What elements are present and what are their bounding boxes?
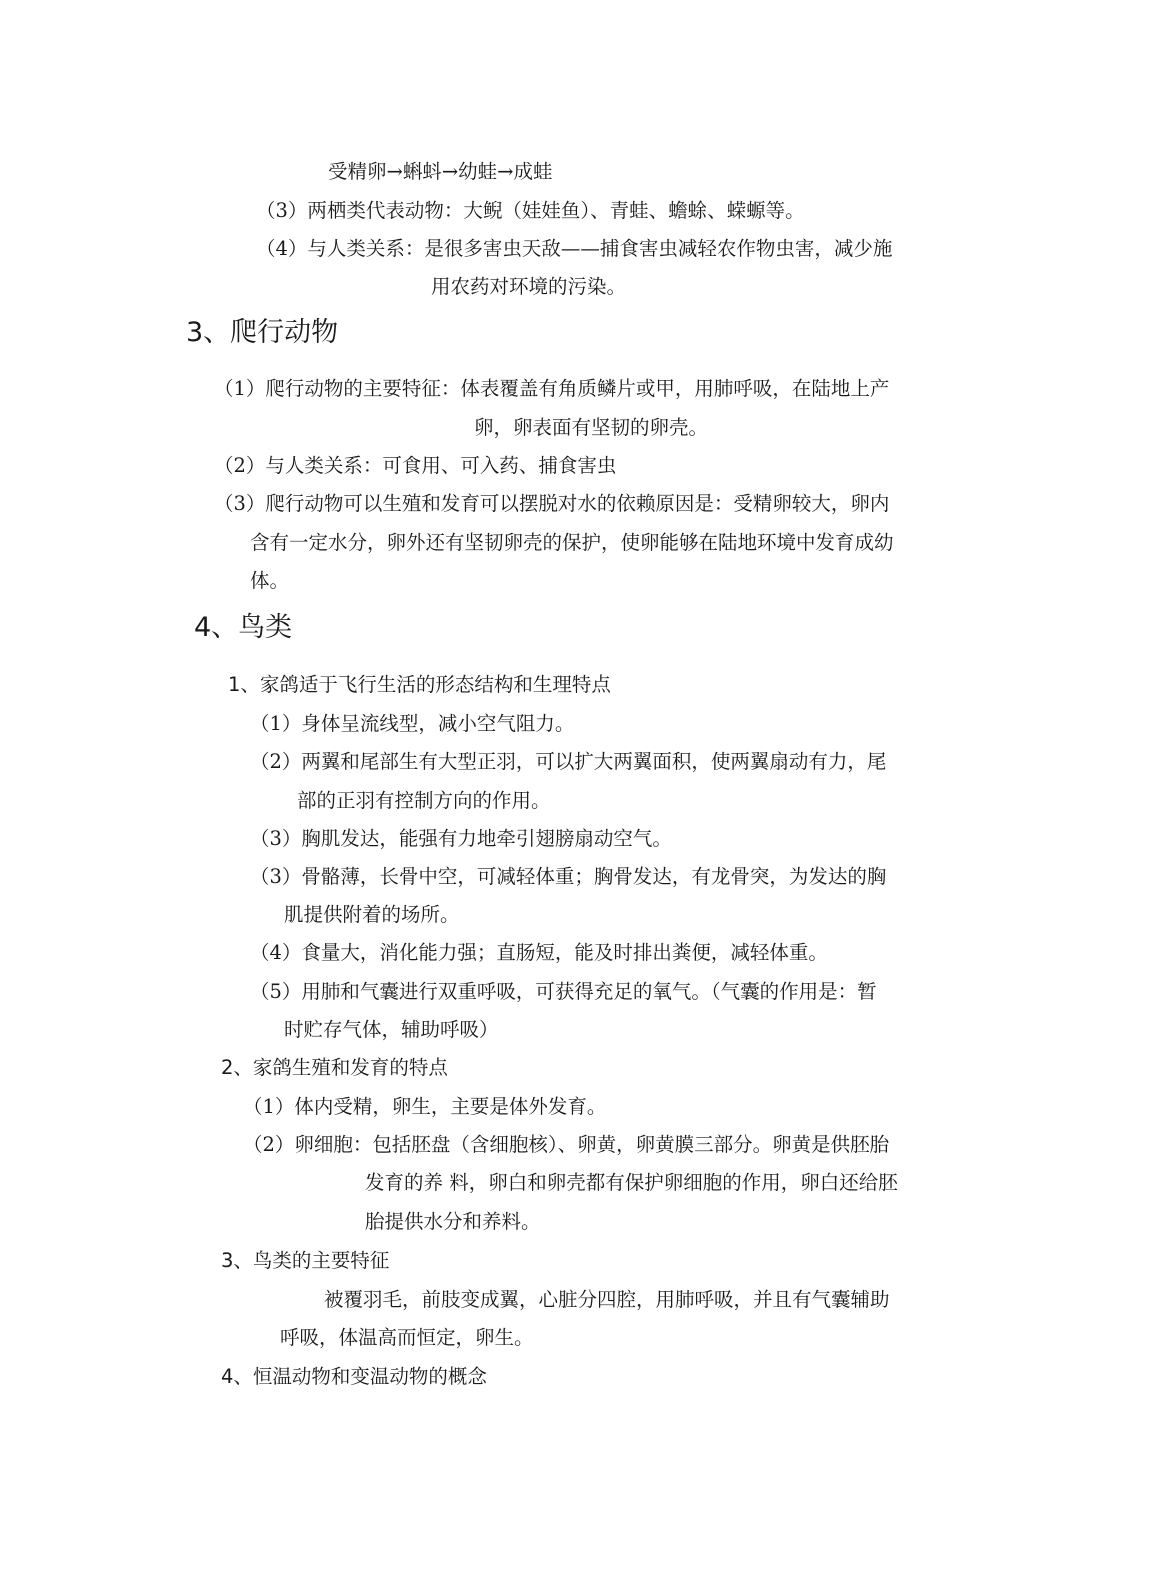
bird-section-1-item-a: （1）身体呈流线型，减小空气阻力。	[250, 712, 575, 735]
bird-section-1-item-b-line-1: （2）两翼和尾部生有大型正羽，可以扩大两翼面积，使两翼扇动有力，尾	[250, 750, 887, 773]
bird-section-1-item-e: （4）食量大，消化能力强；直肠短，能及时排出粪便，减轻体重。	[250, 941, 828, 964]
bird-section-2-item-a: （1）体内受精，卵生，主要是体外发育。	[243, 1095, 607, 1118]
bird-section-1-item-c: （3）胸肌发达，能强有力地牵引翅膀扇动空气。	[250, 827, 672, 850]
bird-section-1-item-b-line-2: 部的正羽有控制方向的作用。	[297, 789, 551, 812]
bird-section-1-title: 1、家鸽适于飞行生活的形态结构和生理特点	[228, 673, 611, 696]
bird-section-3-title: 3、鸟类的主要特征	[221, 1249, 390, 1272]
amphibian-item-4-line-1: （4）与人类关系：是很多害虫天敌——捕食害虫减轻农作物虫害，减少施	[256, 237, 893, 260]
amphibian-item-4-line-2: 用农药对环境的污染。	[431, 275, 627, 298]
reptile-item-3-line-2: 含有一定水分，卵外还有坚韧卵壳的保护，使卵能够在陆地环境中发育成幼	[250, 531, 894, 554]
lifecycle-line: 受精卵→蝌蚪→幼蛙→成蛙	[328, 160, 553, 183]
reptile-item-1-line-1: （1）爬行动物的主要特征：体表覆盖有角质鳞片或甲，用肺呼吸，在陆地上产	[214, 377, 890, 400]
bird-section-2-item-b-line-1: （2）卵细胞：包括胚盘（含细胞核）、卵黄，卵黄膜三部分。卵黄是供胚胎	[243, 1133, 890, 1156]
heading-reptiles: 3、爬行动物	[186, 317, 339, 348]
amphibian-item-3: （3）两栖类代表动物：大鲵（娃娃鱼）、青蛙、蟾蜍、蝾螈等。	[256, 199, 805, 222]
bird-section-4-title: 4、恒温动物和变温动物的概念	[221, 1365, 487, 1388]
bird-section-1-item-d-line-1: （3）骨骼薄，长骨中空，可减轻体重；胸骨发达，有龙骨突，为发达的胸	[250, 865, 887, 888]
bird-section-1-item-d-line-2: 肌提供附着的场所。	[284, 903, 460, 926]
reptile-item-3-line-3: 体。	[250, 569, 290, 592]
reptile-item-1-line-2: 卵，卵表面有坚韧的卵壳。	[474, 416, 709, 439]
bird-section-2-title: 2、家鸽生殖和发育的特点	[221, 1056, 448, 1079]
reptile-item-2: （2）与人类关系：可食用、可入药、捕食害虫	[214, 454, 617, 477]
bird-section-1-item-f-line-2: 时贮存气体，辅助呼吸）	[284, 1018, 499, 1041]
reptile-item-3-line-1: （3）爬行动物可以生殖和发育可以摆脱对水的依赖原因是：受精卵较大，卵内	[214, 492, 890, 515]
bird-section-2-item-b-line-3: 胎提供水分和养料。	[365, 1210, 541, 1233]
bird-section-1-item-f-line-1: （5）用肺和气囊进行双重呼吸，可获得充足的氧气。（气囊的作用是：暂	[250, 980, 877, 1003]
bird-section-3-line-1: 被覆羽毛，前肢变成翼，心脏分四腔，用肺呼吸，并且有气囊辅助	[324, 1288, 890, 1311]
bird-section-3-line-2: 呼吸，体温高而恒定，卵生。	[280, 1326, 534, 1349]
bird-section-2-item-b-line-2: 发育的养 料，卵白和卵壳都有保护卵细胞的作用，卵白还给胚	[365, 1171, 898, 1194]
heading-birds: 4、鸟类	[194, 612, 293, 643]
